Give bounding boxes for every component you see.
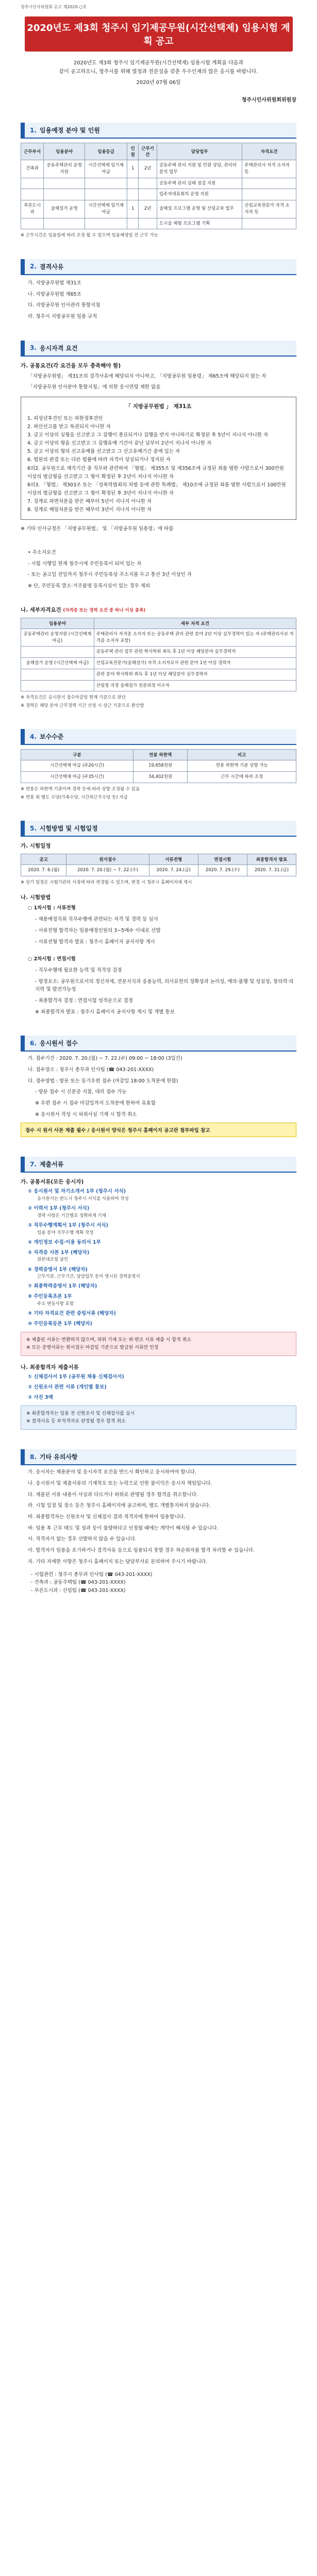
warning-line: ※ 제출된 서류는 반환하지 않으며, 허위 기재 또는 위·변조 서류 제출 시 합격 취소 [26,1337,191,1343]
table-row [21,669,296,680]
table-cell: 공동주택 관리 실태 점검 지원 [157,178,242,189]
subsection-note: (자격증 또는 경력 요건 중 하나 이상 충족) [63,607,146,613]
document-name: ⑧ 주민등록초본 1부 [28,1294,72,1300]
lead-line: 2020년도 제3회 청주시 임기제공무원(시간선택제) 임용시험 계획을 다음과 [73,60,244,66]
table-cell [85,178,127,189]
application-highlight: 접수 시 원서 사본 제출 필수 / 응시원서 양식은 청주시 홈페이지 공고란 첨부파일 참고 [21,1123,296,1137]
table-cell: 2020. 7. 24.(금) [149,865,198,876]
table-cell [21,680,94,691]
law-item: 1. 피성년후견인 또는 피한정후견인 [27,415,103,421]
subsection-title: 나. 최종합격자 제출서류 [21,1364,79,1371]
law-item: 4. 금고 이상의 형을 선고받고 그 집행유예 기간이 끝난 날부터 2년이 지나지 아니한 자 [27,440,212,447]
method-item: - 최종합격자 결정 : 면접시험 성적순으로 결정 [35,997,133,1004]
list-item: 라. 청주시 지방공무원 임용 규칙 [28,313,97,319]
table-cell [127,178,139,189]
law-excerpt-lines [27,415,290,515]
residence-requirements [21,549,296,590]
table-row [21,160,296,178]
table-header-row [21,618,296,629]
notices-list [21,1468,296,1566]
requirements-note: ※ 자격요건은 응시원서 접수마감일 현재 기준으로 판단 [21,695,126,701]
notice-item: 라. 시험 일정 및 장소 등은 청주시 홈페이지에 공고하며, 별도 개별통지하지 않습니다. [28,1503,211,1509]
residence-item: • 주소지요건 [28,550,56,556]
column-header: 담당업무 [157,143,242,160]
section-documents [21,1157,296,1430]
subsection-title: 나. 시험방법 [21,894,51,901]
section-application [21,1036,296,1137]
column-header: 임용등급 [85,143,127,160]
document-item [28,1374,296,1381]
documents-info-box [21,1405,296,1430]
column-header: 최종합격자 발표 [247,854,296,865]
section-label: 기타 유의사항 [39,1453,78,1461]
column-header: 서류전형 [149,854,198,865]
list-item: 「지방공무원법」 제31조의 결격사유에 해당되지 아니하고, 「지방공무원 임용령」 제65조에 해당되지 않는 자 [28,373,266,379]
table-cell: 푸른도시과 [21,200,44,218]
table-row [21,680,296,691]
column-header: 세부 자격 요건 [94,618,296,629]
section-title [21,123,296,139]
table-cell [139,218,157,229]
table-cell: 시간선택제 마급 (주35시간) [21,772,134,783]
notice-item: 사. 적격자가 없는 경우 선발하지 않을 수 있습니다. [28,1536,137,1543]
method-item: ○ 2차시험 : 면접시험 [28,956,76,962]
document-name: ③ 사진 3매 [28,1394,53,1400]
section-exam [21,821,296,1016]
notice-item: 아. 합격자가 임용을 포기하거나 결격사유 등으로 임용되지 못할 경우 차순위자를 합격 처리할 수 있습니다. [28,1547,255,1553]
document-name: ③ 직무수행계획서 1부 (청주시 서식) [28,1223,108,1229]
section-title [21,259,296,275]
application-item: - 방문 접수 시 신분증 지참, 대리 접수 가능 [35,1089,127,1095]
section-title [21,1036,296,1052]
document-item [28,1188,296,1202]
section-number: 6. [30,1039,37,1047]
positions-note: ※ 근무시간은 임용일에 따라 조정 될 수 있으며 임용예정일 전 근무 가능 [21,233,158,239]
document-item [28,1394,296,1402]
document-name: ④ 개인정보 수집·이용 동의서 1부 [28,1239,101,1245]
subsection-title [21,606,296,614]
table-row [21,178,296,189]
table-cell [44,178,85,189]
document-item [28,1222,296,1236]
exam-method-list [21,904,296,1016]
law-item: 6의3. 「형법」 제303조 또는 「성폭력범죄의 처벌 등에 관한 특례법」 제10조에 규정된 죄를 범한 사람으로서 100만원 이상의 벌금형을 선고받고 그 형이 확정된 후 3년이 지나지 아니한 자 [27,482,286,496]
document-desc: 근무기관, 근무기간, 담당업무 등이 명시된 경력증명서 [37,1274,140,1280]
notice-item: 바. 임용 후 근무 태도 및 성과 등이 불량하다고 인정될 때에는 계약이 해지될 수 있습니다. [28,1525,219,1531]
law-item: 7. 징계로 파면처분을 받은 때부터 5년이 지나지 아니한 자 [27,499,152,505]
final-documents-list [21,1374,296,1401]
table-header-row [21,143,296,160]
table-cell [242,189,296,200]
table-cell: 2020. 7. 29.(수) [198,865,247,876]
page-title: 2020년도 제3회 청주시 임기제공무원(시간선택제) 임용시험 계획 공고 [25,16,293,52]
document-name: ② 이력서 1부 (청주시 서식) [28,1206,90,1212]
residence-item: - 또는 공고일 전일까지 청주시 주민등록상 주소지를 두고 통산 3년 이상인 자 [28,572,192,578]
section-title [21,341,296,357]
table-cell [21,189,44,200]
table-row [21,760,296,772]
table-cell [139,189,157,200]
salary-note: ※ 연봉 외 별도 수당(가족수당, 시간외근무수당 등) 지급 [21,794,128,800]
method-item: - 서류전형 합격자 발표 : 청주시 홈페이지 공지사항 게시 [35,939,155,945]
application-item: 나. 접수장소 : 청주시 총무과 인사팀 (☎ 043-201-XXXX) [28,1066,154,1073]
document-name: ⑨ 기타 자격요건 관련 증빙서류 (해당자) [28,1311,116,1317]
table-cell: 2020. 7. 20.(월) ~ 7. 22.(수) [66,865,149,876]
section-number: 7. [30,1160,37,1168]
contact-item: - 건축과 : 공동주택팀 (☎ 043-201-XXXX) [31,1580,126,1586]
positions-table-body [21,160,296,229]
common-documents-list [21,1188,296,1328]
table-cell: 시간선택제 마급 (주20시간) [21,760,134,772]
table-cell: 산림교육전문가 자격 소지자 등 [242,200,296,218]
law-item: 6. 법원의 판결 또는 다른 법률에 따라 자격이 상실되거나 정지된 자 [27,457,171,463]
table-cell [21,669,94,680]
info-line: ※ 최종합격자는 임용 전 신원조사 및 신체검사를 실시 [26,1411,135,1417]
law-item: 3. 금고 이상의 실형을 선고받고 그 집행이 종료되거나 집행을 받지 아니하기로 확정된 후 5년이 지나지 아니한 자 [27,432,269,438]
warning-line: ※ 모든 증명서류는 원서접수 마감일 기준으로 발급된 서류만 인정 [26,1345,159,1350]
section-label: 임용예정 분야 및 인원 [39,127,100,134]
notice-item: 나. 응시원서 및 제출서류의 기재착오 또는 누락으로 인한 불이익은 응시자 책임입니다. [28,1480,212,1486]
document-name: ⑥ 경력증명서 1부 (해당자) [28,1266,88,1273]
residence-item: ※ 단, 주민등록 말소·거주불명 등록사실이 있는 경우 제외 [28,583,151,589]
document-desc: 응시원서는 반드시 청주시 서식을 사용하여 작성 [37,1196,129,1201]
requirements-note: ※ 경력은 해당 분야 근무경력 기간 산정 시 상근 기준으로 환산함 [21,703,144,708]
section-notices [21,1449,296,1595]
section-number: 8. [30,1453,37,1461]
list-item: 나. 지방공무원법 제65조 [28,291,81,297]
table-header-row [21,854,296,865]
document-name: ⑩ 주민등록등본 1부 (해당자) [28,1320,93,1327]
subsection-title: 가. 공통요건(각 요건을 모두 충족해야 함) [21,362,121,369]
document-item [28,1266,296,1281]
column-header: 근무기간 [139,143,157,160]
table-header-row [21,750,296,760]
table-cell [21,218,44,229]
notice-item: 마. 최종합격자는 신원조사 및 신체검사 결과 적격자에 한하여 임용합니다. [28,1514,186,1520]
schedule-table-body [21,865,296,876]
table-cell: 1 [127,160,139,178]
table-cell: 숲해설가 운영 [44,200,85,218]
list-item: 「지방공무원 인사분야 통합지침」에 의한 응시연령 제한 없음 [28,384,161,391]
document-name: ⑦ 최종학력증명서 1부 (해당자) [28,1283,97,1290]
section-number: 1. [30,126,37,134]
lead-line: 같이 공고하오니, 청주시를 위해 열정과 전문성을 갖춘 우수인재의 많은 응시를 바랍니다. [59,69,258,75]
document-desc: 경력 사항은 기간별로 정확하게 기재 [37,1213,106,1218]
table-cell: 산림청 지정 숲해설가 전문과정 이수자 [94,680,296,691]
table-row [21,218,296,229]
table-cell [44,218,85,229]
table-cell [139,178,157,189]
method-item: - 직무수행에 필요한 능력 및 적격성 검정 [35,967,122,973]
application-item: ※ 우편 접수 시 접수 마감일까지 도착분에 한하여 유효함 [35,1100,156,1106]
table-cell [21,178,44,189]
table-cell: 공동주택관리 운영지원 [44,160,85,178]
document-desc: 원본대조필 날인 [37,1257,69,1263]
document-item [28,1310,296,1318]
subsection-title: 가. 시험일정 [21,843,51,850]
table-cell: 2년 [139,200,157,218]
law-item: 8. 징계로 해임처분을 받은 때부터 3년이 지나지 아니한 자 [27,507,152,513]
document-item [28,1205,296,1219]
section-label: 응시원서 접수 [39,1040,78,1047]
document-item [28,1239,296,1247]
table-cell [44,189,85,200]
method-item: - 평정요소: 공무원으로서의 정신자세, 전문지식과 응용능력, 의사표현의 정확성과 논리성, 예의·품행 및 성실성, 창의력·의지력 및 발전가능성 [35,978,294,993]
table-cell [127,218,139,229]
law-excerpt-box [21,397,296,520]
lead-paragraph [21,59,296,87]
top-note: 청주시인사위원회 공고 제2020-○호 [21,5,87,9]
section-number: 4. [30,733,37,740]
table-cell: 숲해설가 운영 (시간선택제 마급) [21,658,94,669]
column-header: 비고 [188,750,296,760]
law-item: 5. 금고 이상의 형의 선고유예를 선고받고 그 선고유예기간 중에 있는 자 [27,449,180,455]
info-line: ※ 결격사유 등 부적격자로 판정될 경우 합격 취소 [26,1418,126,1424]
table-cell: 2020. 7. 6.(월) [21,865,66,876]
method-item: ※ 최종합격자 발표 : 청주시 홈페이지 공지사항 게시 및 개별 통보 [35,1009,175,1015]
document-name: ① 응시원서 및 자기소개서 1부 (청주시 서식) [28,1189,126,1195]
contact-item: - 시험관련 : 청주시 총무과 인사팀 (☎ 043-201-XXXX) [31,1572,153,1578]
table-row [21,189,296,200]
table-cell: 근무 시간에 따라 조정 [188,772,296,783]
table-row [21,658,296,669]
table-cell: 공동주택 관리 업무 관련 학사학위 취득 후 1년 이상 해당분야 실무경력자 [94,647,296,658]
table-cell: 연봉 하한액 기준 상향 가능 [188,760,296,772]
salary-table [21,749,296,783]
table-cell: 도시숲 체험 프로그램 기획 [157,218,242,229]
table-cell: 산림교육전문가(숲해설가) 자격 소지자로서 관련 분야 1년 이상 경력자 [94,658,296,669]
salary-table-body [21,760,296,783]
table-row [21,865,296,876]
section-eligibility [21,341,296,710]
section-number: 2. [30,263,37,270]
subsection-title: 가. 공통서류(모든 응시자) [21,1179,84,1185]
document-item [28,1283,296,1291]
application-list [21,1055,296,1118]
method-item: - 채용예정직위 직무수행에 관련되는 자격 및 경력 등 심사 [35,917,158,923]
table-row [21,629,296,647]
table-cell: 공동주택 관리 지원 및 민원 상담, 관리비 분석 업무 [157,160,242,178]
section-label: 시험방법 및 시험일정 [39,825,98,833]
document-item [28,1384,296,1392]
document-desc: 주소 변동사항 포함 [37,1301,74,1307]
column-header: 인원 [127,143,139,160]
column-header: 근무부서 [21,143,44,160]
contact-item: - 푸른도시과 : 산림팀 (☎ 043-201-XXXX) [31,1587,126,1594]
table-cell: 주택관리사 자격 소지자 등 [242,160,296,178]
section-disqualification [21,259,296,321]
document-item [28,1293,296,1308]
document-name: ⑤ 자격증 사본 1부 (해당자) [28,1249,90,1256]
document-name: ① 신체검사서 1부 (공무원 채용 신체검사서) [28,1374,124,1380]
document-name: ② 신원조사 관련 서류 (개인별 통보) [28,1384,107,1390]
law-excerpt-title: 「 지방공무원법 」 제31조 [125,403,192,410]
detail-requirements-table [21,618,296,692]
table-cell: 2년 [139,160,157,178]
table-cell: 시간선택제 임기제 마급 [85,160,127,178]
notice-item: 다. 제출된 서류 내용이 사실과 다르거나 허위로 판명될 경우 합격을 취소합니다. [28,1492,198,1498]
application-item: ※ 응시원서 작성 시 허위사실 기재 시 합격 취소 [35,1111,137,1117]
table-cell: 관련 분야 학사학위 취득 후 1년 이상 해당분야 실무경력자 [94,669,296,680]
document-item [28,1320,296,1328]
application-item: 가. 접수기간 : 2020. 7. 20.(월) ~ 7. 22.(수) 09:00 ~ 18:00 (3일간) [28,1056,182,1062]
section-positions [21,123,296,240]
table-cell [127,189,139,200]
table-cell [242,218,296,229]
table-cell: 1 [127,200,139,218]
section-salary [21,729,296,801]
notice-item: 자. 기타 자세한 사항은 청주시 홈페이지 또는 담당부서로 문의하여 주시기 바랍니다. [28,1558,208,1565]
table-cell: 시간선택제 임기제 마급 [85,200,127,218]
detail-requirements-body [21,629,296,691]
section-number: 3. [30,344,37,352]
section-title [21,1449,296,1465]
table-cell: 공동주택관리 운영지원 (시간선택제 마급) [21,629,94,647]
schedule-table [21,854,296,876]
table-cell: 입주자대표회의 운영 지원 [157,189,242,200]
schedule-note: ※ 상기 일정은 시험기관의 사정에 따라 변경될 수 있으며, 변경 시 청주시 홈페이지에 게시 [21,879,192,885]
table-cell [85,218,127,229]
table-row [21,200,296,218]
table-cell: 2020. 7. 31.(금) [247,865,296,876]
contact-list [21,1571,296,1595]
list-item: 다. 지방공무원 인사관리 통합지침 [28,302,101,309]
section-title [21,729,296,745]
salary-note: ※ 연봉은 하한액 기준이며 경력 등에 따라 상향 조정될 수 있음 [21,786,140,792]
section-label: 응시자격 요건 [39,344,78,352]
issuing-org: 청주시인사위원회위원장 [241,97,296,103]
application-item: 다. 접수방법 : 방문 또는 등기우편 접수 (마감일 18:00 도착분에 한함) [28,1078,178,1084]
column-header: 임용분야 [44,143,85,160]
section-title [21,1157,296,1173]
column-header: 원서접수 [66,854,149,865]
column-header: 연봉 하한액 [133,750,187,760]
table-row [21,772,296,783]
table-row [21,647,296,658]
section-number: 5. [30,824,37,832]
residence-item: - 시험 시행일 현재 청주시에 주민등록이 되어 있는 자 [28,561,142,567]
table-cell: 주택관리사 자격증 소지자 또는 공동주택 관리 관련 분야 2년 이상 실무경력이 있는 자 (주택관리사보 자격증 소지자 포함) [94,629,296,647]
section-label: 결격사유 [39,263,64,270]
table-cell [242,178,296,189]
column-header: 공고 [21,854,66,865]
table-cell [21,647,94,658]
table-cell: 19,658천원 [133,760,187,772]
section-label: 보수수준 [39,733,64,741]
column-header: 자격요건 [242,143,296,160]
section-title [21,821,296,837]
method-item: ○ 1차시험 : 서류전형 [28,905,76,911]
section-label: 제출서류 [39,1161,64,1168]
table-cell: 숲해설 프로그램 운영 및 산림교육 업무 [157,200,242,218]
column-header: 구분 [21,750,134,760]
positions-table [21,143,296,229]
document-desc: 임용 분야 직무수행 계획 작성 [37,1230,94,1235]
table-cell [85,189,127,200]
law-item: 2. 파산선고를 받고 복권되지 아니한 자 [27,423,111,430]
subsection-label: 나. 세부자격요건 [21,606,61,613]
table-cell: 건축과 [21,160,44,178]
column-header: 면접시험 [198,854,247,865]
law-note: ※ 기타 인사규정은 「지방공무원법」 및 「지방공무원 임용령」에 따름 [21,526,174,532]
law-item: 6의2. 공무원으로 재직기간 중 직무와 관련하여 「형법」 제355조 및 제356조에 규정된 죄를 범한 사람으로서 300만원 이상의 벌금형을 선고받고 그 형이 확정된 후 2년이 지나지 아니한 자 [27,465,284,480]
list-item: 가. 지방공무원법 제31조 [28,280,81,286]
notice-item: 가. 응시자는 채용분야 및 응시자격 요건을 반드시 확인하고 응시하여야 합니다. [28,1469,196,1476]
column-header: 임용분야 [21,618,94,629]
method-item: - 서류전형 합격자는 임용예정인원의 3~5배수 이내로 선발 [35,927,161,934]
table-cell: 34,402천원 [133,772,187,783]
documents-warning-box [21,1332,296,1356]
document-item [28,1249,296,1264]
lead-date: 2020년 07월 06일 [136,80,181,86]
